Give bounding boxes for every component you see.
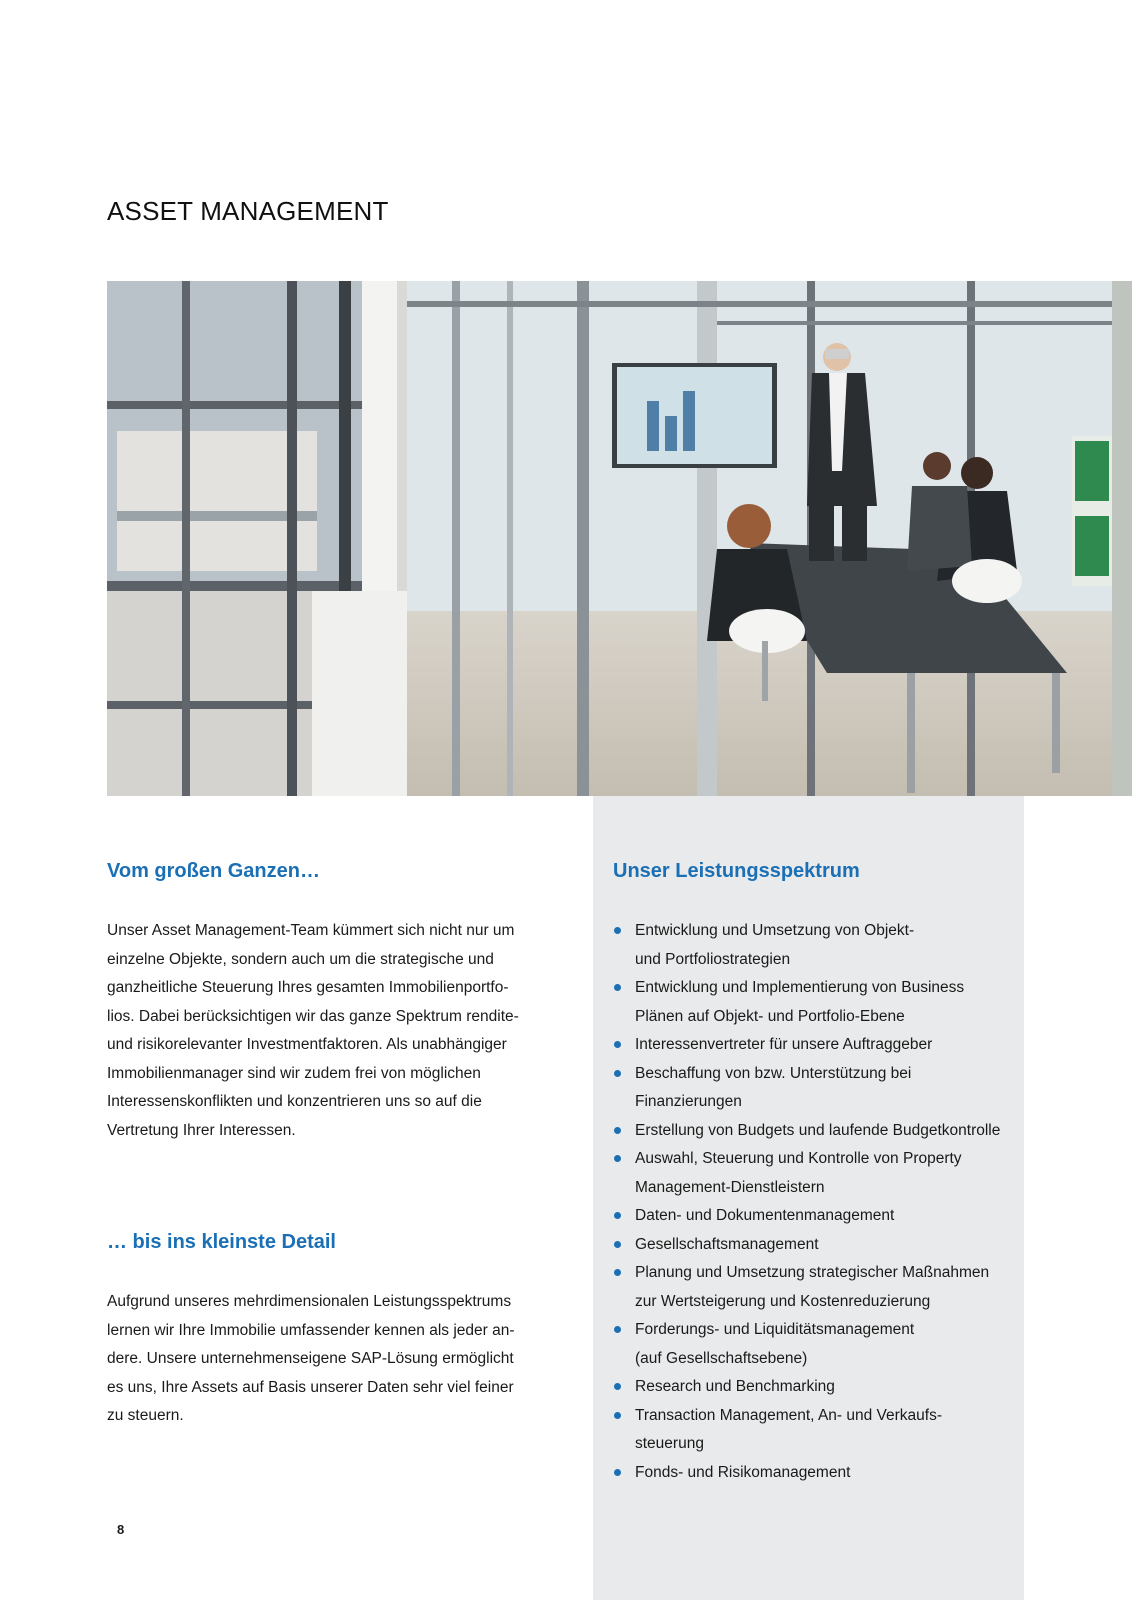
service-item-text: Auswahl, Steuerung und Kontrolle von Property <box>635 1150 962 1167</box>
text-line: lernen wir Ihre Immobilie umfassender kennen als jeder an- <box>107 1321 515 1339</box>
bullet-icon <box>614 927 621 934</box>
section-heading-overview: Vom großen Ganzen… <box>107 860 320 882</box>
service-list <box>613 917 1000 1487</box>
service-item-text: Transaction Management, An- und Verkaufs- <box>635 1406 943 1424</box>
text-line: Vertretung Ihrer Interessen. <box>107 1121 296 1139</box>
service-item <box>613 974 1000 1031</box>
bullet-icon <box>614 1269 621 1276</box>
service-item-text: Daten- und Dokumentenmanagement <box>635 1207 895 1224</box>
bullet-icon <box>614 1326 621 1333</box>
page-title: ASSET MANAGEMENT <box>107 196 389 226</box>
bullet-icon <box>614 1469 621 1476</box>
text-line: Unser Asset Management-Team kümmert sich nicht nur um <box>107 922 515 939</box>
bullet-icon <box>614 1070 621 1077</box>
detail-paragraph <box>107 1288 515 1431</box>
text-line: ganzheitliche Steuerung Ihres gesamten Immobilienportfo- <box>107 979 509 996</box>
service-item <box>613 1145 1000 1202</box>
text-line: und risikorelevanter Investmentfaktoren. Als unabhängiger <box>107 1036 507 1053</box>
text-line: es uns, Ihre Assets auf Basis unserer Daten sehr viel feiner <box>107 1378 514 1396</box>
page-number: 8 <box>117 1522 125 1537</box>
meeting-room-photo <box>107 281 1132 796</box>
service-item <box>613 1031 1000 1060</box>
service-item-text: Gesellschaftsmanagement <box>635 1235 819 1253</box>
service-item-text: und Portfoliostrategien <box>635 950 791 968</box>
service-item-text: (auf Gesellschaftsebene) <box>635 1349 808 1367</box>
service-item <box>613 1402 1000 1459</box>
service-item-text: Planung und Umsetzung strategischer Maßnahmen <box>635 1264 990 1281</box>
bullet-icon <box>614 1127 621 1134</box>
text-line: einzelne Objekte, sondern auch um die strategische und <box>107 950 494 968</box>
service-item-text: Beschaffung von bzw. Unterstützung bei <box>635 1064 912 1082</box>
overview-paragraph <box>107 917 519 1145</box>
service-item-text: Forderungs- und Liquiditätsmanagement <box>635 1321 915 1338</box>
text-line: Immobilienmanager sind wir zudem frei von möglichen <box>107 1064 481 1082</box>
service-item <box>613 1316 1000 1373</box>
service-item-text: Finanzierungen <box>635 1093 742 1110</box>
bullet-icon <box>614 1412 621 1419</box>
service-item-text: Fonds- und Risikomanagement <box>635 1463 851 1481</box>
text-line: zu steuern. <box>107 1407 184 1424</box>
bullet-icon <box>614 984 621 991</box>
service-spectrum-heading: Unser Leistungsspektrum <box>613 860 860 882</box>
service-item-text: steuerung <box>635 1435 704 1452</box>
text-line: dere. Unsere unternehmenseigene SAP-Lösung ermöglicht <box>107 1350 514 1367</box>
bullet-icon <box>614 1041 621 1048</box>
service-item <box>613 1259 1000 1316</box>
service-item <box>613 1060 1000 1117</box>
service-item <box>613 1231 1000 1260</box>
bullet-icon <box>614 1383 621 1390</box>
service-item <box>613 1373 1000 1402</box>
service-item-text: Interessenvertreter für unsere Auftraggeber <box>635 1036 933 1053</box>
service-item-text: Entwicklung und Implementierung von Business <box>635 979 965 996</box>
service-item-text: Research und Benchmarking <box>635 1378 835 1395</box>
service-item-text: zur Wertsteigerung und Kostenreduzierung <box>635 1292 931 1310</box>
service-item <box>613 1459 1000 1488</box>
service-item-text: Erstellung von Budgets und laufende Budgetkontrolle <box>635 1121 1001 1139</box>
bullet-icon <box>614 1212 621 1219</box>
service-item-text: Management-Dienstleistern <box>635 1178 825 1196</box>
service-item <box>613 1202 1000 1231</box>
bullet-icon <box>614 1241 621 1248</box>
service-item <box>613 1117 1000 1146</box>
service-item <box>613 917 1000 974</box>
text-line: Aufgrund unseres mehrdimensionalen Leistungsspektrums <box>107 1293 512 1310</box>
section-heading-detail: … bis ins kleinste Detail <box>107 1231 336 1253</box>
text-line: lios. Dabei berücksichtigen wir das ganze Spektrum rendite- <box>107 1007 519 1025</box>
service-item-text: Plänen auf Objekt- und Portfolio-Ebene <box>635 1007 905 1025</box>
service-item-text: Entwicklung und Umsetzung von Objekt- <box>635 922 915 939</box>
text-line: Interessenskonflikten und konzentrieren uns so auf die <box>107 1093 482 1110</box>
bullet-icon <box>614 1155 621 1162</box>
